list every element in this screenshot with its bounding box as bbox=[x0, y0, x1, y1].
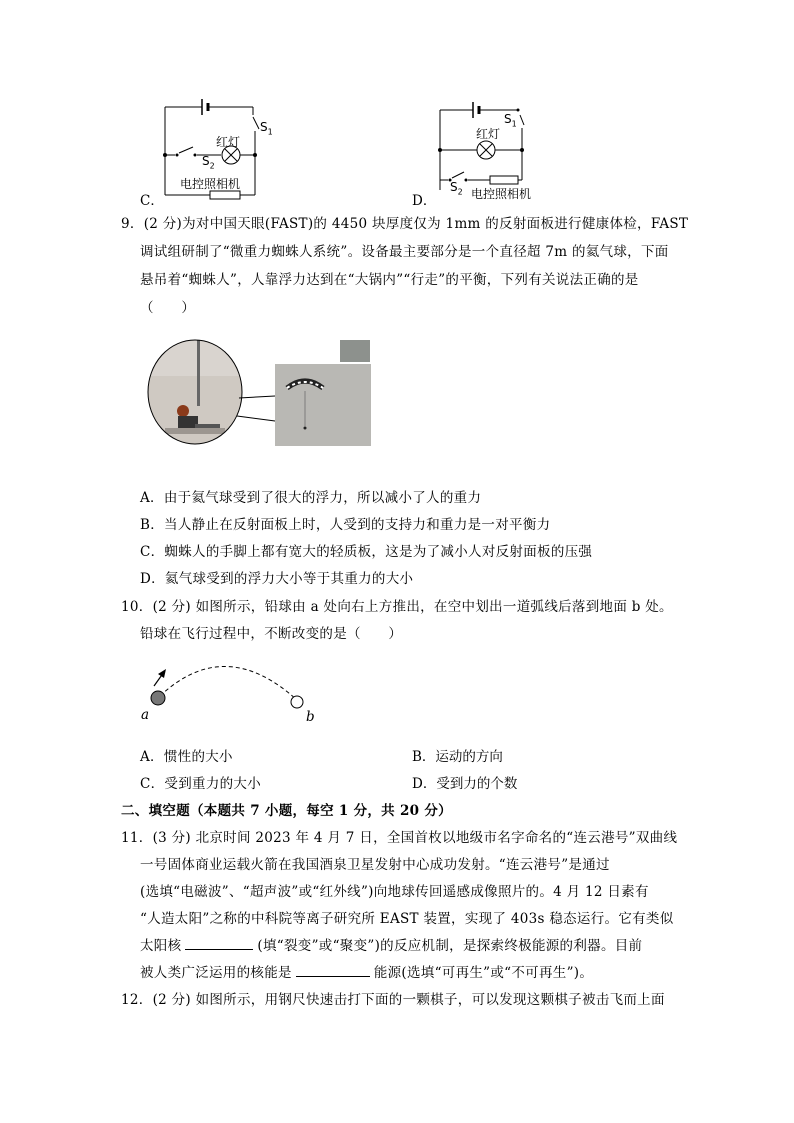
camera-label: 电控照相机 bbox=[471, 187, 532, 201]
option-c-label: C． bbox=[140, 193, 164, 209]
q11-line6: 被人类广泛运用的核能是 能源(选填“可再生”或“不可再生”)。 bbox=[140, 965, 594, 981]
q9-option-d: D．氦气球受到的浮力大小等于其重力的大小 bbox=[140, 571, 414, 587]
lamp-label: 红灯 bbox=[476, 127, 501, 141]
q11-line1: 11．(3 分) 北京时间 2023 年 4 月 7 日，全国首枚以地级市名字命名的“连云港号”双曲线 bbox=[121, 830, 678, 846]
switch-s1-label: $S_1$ bbox=[504, 112, 517, 129]
q10-line2: 铅球在飞行过程中，不断改变的是（ ） bbox=[140, 626, 403, 642]
point-b-label: b bbox=[306, 709, 315, 725]
q10-line1: 10．(2 分) 如图所示，铅球由 a 处向右上方推出，在空中划出一道弧线后落到地面 b 处。 bbox=[121, 599, 673, 615]
q9-line4: （ ） bbox=[140, 300, 196, 316]
q11-line4: “人造太阳”之称的中科院等离子研究所 EAST 装置，实现了 403s 稳态运行。它有类似 bbox=[140, 911, 674, 927]
q11-line5: 太阳核 (填“裂变”或“聚变”)的反应机制，是探索终极能源的利器。目前 bbox=[140, 938, 643, 954]
switch-s2-label: $S_2$ bbox=[202, 154, 215, 171]
section-title: 二、填空题（本题共 7 小题，每空 1 分，共 20 分） bbox=[121, 803, 452, 819]
q9-line1: 9．(2 分)为对中国天眼(FAST)的 4450 块厚度仅为 1mm 的反射面板进行健康体检，FAST bbox=[121, 216, 689, 232]
lamp-label: 红灯 bbox=[216, 135, 241, 149]
switch-s2-label: $S_2$ bbox=[450, 180, 463, 197]
camera-label: 电控照相机 bbox=[180, 177, 241, 191]
q11-line3: (选填“电磁波”、“超声波”或“红外线”)向地球传回遥感成像照片的。4 月 12 日素有 bbox=[140, 884, 649, 900]
q10-option-b: B．运动的方向 bbox=[412, 749, 503, 765]
spider-man-photo bbox=[145, 336, 373, 448]
q12-line1: 12．(2 分) 如图所示，用钢尺快速击打下面的一颗棋子，可以发现这颗棋子被击飞而上面 bbox=[121, 992, 665, 1008]
q11-line2: 一号固体商业运载火箭在我国酒泉卫星发射中心成功发射。“连云港号”是通过 bbox=[140, 857, 610, 873]
q10-option-a: A．惯性的大小 bbox=[140, 749, 233, 765]
answer-blank[interactable] bbox=[296, 964, 370, 977]
q10-option-c: C．受到重力的大小 bbox=[140, 776, 262, 792]
q10-option-d: D．受到力的个数 bbox=[412, 776, 518, 792]
switch-s1-label: $S_1$ bbox=[260, 120, 273, 137]
q9-line2: 调试组研制了“微重力蜘蛛人系统”。设备最主要部分是一个直径超 7m 的氦气球，下面 bbox=[140, 244, 669, 260]
shot-put-trajectory bbox=[140, 650, 330, 725]
answer-blank[interactable] bbox=[185, 937, 253, 950]
option-d-label: D． bbox=[412, 193, 437, 209]
point-a-label: a bbox=[141, 707, 150, 723]
q9-option-a: A．由于氦气球受到了很大的浮力，所以减小了人的重力 bbox=[140, 490, 482, 506]
q9-line3: 悬吊着“蜘蛛人”，人靠浮力达到在“大锅内”“行走”的平衡，下列有关说法正确的是 bbox=[140, 272, 639, 288]
q9-option-b: B．当人静止在反射面板上时，人受到的支持力和重力是一对平衡力 bbox=[140, 517, 551, 533]
q9-option-c: C．蜘蛛人的手脚上都有宽大的轻质板，这是为了减小人对反射面板的压强 bbox=[140, 544, 593, 560]
